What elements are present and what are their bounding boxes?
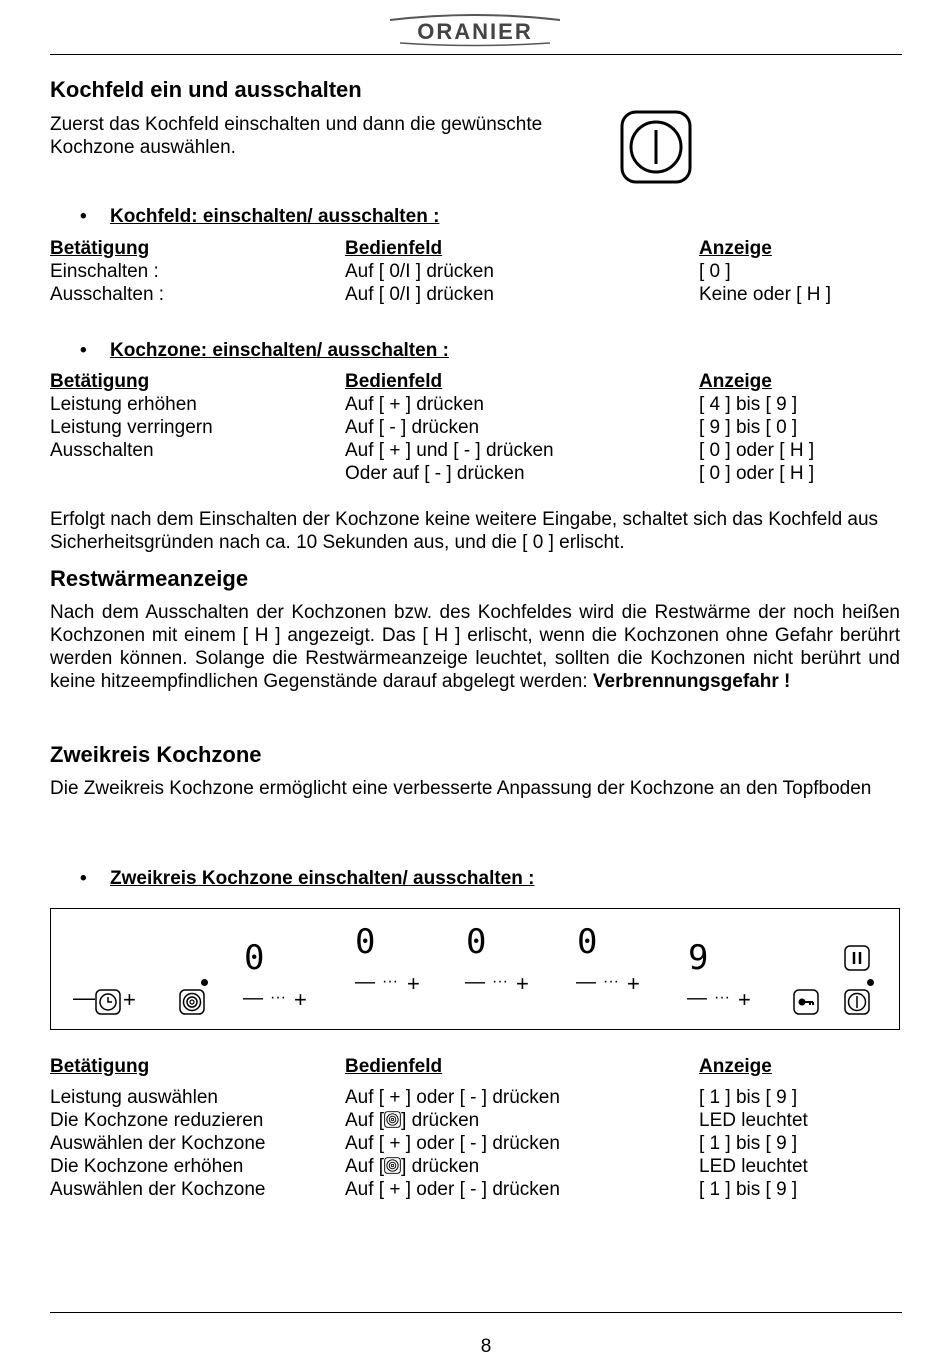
zone5-plus[interactable]: + <box>738 987 751 1012</box>
header-betaetigung: Betätigung <box>50 238 150 259</box>
cell-display: [ 1 ] bis [ 9 ] <box>699 1179 798 1200</box>
section-title-zweikreis: Zweikreis Kochzone <box>50 742 262 767</box>
panel-power-icon[interactable] <box>844 989 870 1015</box>
zone-display-4: 0 <box>577 922 598 962</box>
key-lock-icon[interactable] <box>793 989 819 1015</box>
zone1-minus[interactable]: — <box>243 987 263 1009</box>
timer-clock-icon[interactable] <box>95 989 121 1015</box>
intro-line-2: Kochzone auswählen. <box>50 137 236 158</box>
zone2-slider[interactable]: ··· <box>382 973 398 990</box>
header-bedienfeld: Bedienfeld <box>345 371 443 392</box>
zone1-slider[interactable]: ··· <box>270 989 286 1006</box>
zone2-minus[interactable]: — <box>355 971 375 993</box>
cell-control <box>345 1132 560 1155</box>
zone5-slider[interactable]: ··· <box>714 989 730 1006</box>
oranier-logo <box>380 12 570 48</box>
section-title-restwaerme: Restwärmeanzeige <box>50 566 249 591</box>
cell-control: Auf [ + ] und [ - ] drücken <box>345 440 554 461</box>
cell-action: Leistung auswählen <box>50 1087 218 1108</box>
cell-display: [ 0 ] oder [ H ] <box>699 463 815 484</box>
cell-display: Keine oder [ H ] <box>699 284 832 305</box>
header-rule <box>50 54 902 55</box>
cell-control-text: Auf [ <box>345 1156 385 1177</box>
cell-action: Die Kochzone erhöhen <box>50 1156 244 1177</box>
cell-display: [ 1 ] bis [ 9 ] <box>699 1087 798 1108</box>
brand-text: ORANIER <box>417 19 533 44</box>
zone5-minus[interactable]: — <box>687 987 707 1009</box>
control-panel <box>50 908 900 1030</box>
bullet-kochfeld-text: Kochfeld: einschalten/ ausschalten : <box>110 206 440 227</box>
cell-display: [ 0 ] oder [ H ] <box>699 440 815 461</box>
cell-control-suffix: ] drücken <box>401 1156 480 1177</box>
cell-action: Ausschalten <box>50 440 154 461</box>
header-betaetigung: Betätigung <box>50 371 150 392</box>
cell-action: Auswählen der Kochzone <box>50 1133 266 1154</box>
dual-zone-icon <box>384 1111 401 1128</box>
cell-control: Oder auf [ - ] drücken <box>345 463 525 484</box>
cell-control <box>345 1109 479 1132</box>
cell-control <box>345 1086 560 1109</box>
burn-warning: Verbrennungsgefahr ! <box>592 671 791 692</box>
cell-control: Auf [ 0/I ] drücken <box>345 261 494 282</box>
timer-plus[interactable]: + <box>123 987 136 1012</box>
zone1-plus[interactable]: + <box>294 987 307 1012</box>
zone-display-2: 0 <box>355 922 376 962</box>
cell-control-suffix: ] drücken <box>401 1110 480 1131</box>
cell-control: Auf [ + ] drücken <box>345 394 484 415</box>
zone4-plus[interactable]: + <box>627 971 640 996</box>
page-number: 8 <box>480 1336 492 1357</box>
cell-display: [ 1 ] bis [ 9 ] <box>699 1133 798 1154</box>
cell-control: Auf [ - ] drücken <box>345 417 480 438</box>
zone-display-3: 0 <box>466 922 487 962</box>
header-anzeige: Anzeige <box>699 238 772 259</box>
header-anzeige: Anzeige <box>699 1056 772 1077</box>
cell-display: [ 9 ] bis [ 0 ] <box>699 417 798 438</box>
cell-control-text: Auf [ + ] oder [ - ] drücken <box>345 1179 560 1200</box>
footer-rule <box>50 1312 902 1313</box>
zone4-minus[interactable]: — <box>576 971 596 993</box>
bullet-zweikreis <box>80 868 534 890</box>
cell-control <box>345 1155 479 1178</box>
zone3-slider[interactable]: ··· <box>492 973 508 990</box>
bullet-kochzone-text: Kochzone: einschalten/ ausschalten : <box>110 340 449 361</box>
cell-action: Auswählen der Kochzone <box>50 1179 266 1200</box>
cell-action: Leistung verringern <box>50 417 213 438</box>
cell-control-text: Auf [ + ] oder [ - ] drücken <box>345 1133 560 1154</box>
zone-display-1: 0 <box>244 938 265 978</box>
pause-icon[interactable] <box>844 945 870 971</box>
cell-action: Ausschalten : <box>50 284 165 305</box>
timer-minus[interactable]: — <box>73 985 95 1010</box>
restwaerme-body: Nach dem Ausschalten der Kochzonen bzw. des Kochfeldes wird die Restwärme der noch heißen Kochzonen mit einem [ H ] angezeigt. Das [ H ] erlischt, wenn die Kochzonen ohne Gefahr berührt werden können. Solange die Restwärmeanzeige leuchtet, sollten die Kochzonen nicht berührt und keine hitzeempfindlichen Gegenstände darauf abgelegt werden: <box>50 602 900 692</box>
header-anzeige: Anzeige <box>699 371 772 392</box>
bullet-kochfeld <box>80 206 439 228</box>
bullet-zweikreis-text: Zweikreis Kochzone einschalten/ ausschalten : <box>110 868 535 889</box>
zone-display-5: 9 <box>688 938 709 978</box>
cell-display: [ 4 ] bis [ 9 ] <box>699 394 798 415</box>
zone3-minus[interactable]: — <box>465 971 485 993</box>
power-icon <box>620 110 692 184</box>
cell-action: Leistung erhöhen <box>50 394 197 415</box>
dual-zone-icon <box>384 1157 401 1174</box>
cell-action: Einschalten : <box>50 261 159 282</box>
intro-text <box>50 113 610 159</box>
zone2-plus[interactable]: + <box>407 971 420 996</box>
section-title-kochfeld: Kochfeld ein und ausschalten <box>50 77 362 102</box>
bullet-kochzone <box>80 340 449 362</box>
header-betaetigung: Betätigung <box>50 1056 150 1077</box>
cell-action: Die Kochzone reduzieren <box>50 1110 264 1131</box>
cell-display: LED leuchtet <box>699 1110 808 1131</box>
dual-zone-led <box>201 979 208 986</box>
cell-display: LED leuchtet <box>699 1156 808 1177</box>
restwaerme-text <box>50 601 900 693</box>
dual-zone-icon[interactable] <box>179 989 205 1015</box>
zweikreis-text: Die Zweikreis Kochzone ermöglicht eine verbesserte Anpassung der Kochzone an den Topfboden <box>50 778 872 799</box>
cell-control-text: Auf [ <box>345 1110 385 1131</box>
cell-control-text: Auf [ + ] oder [ - ] drücken <box>345 1087 560 1108</box>
header-bedienfeld: Bedienfeld <box>345 1056 443 1077</box>
intro-line-1: Zuerst das Kochfeld einschalten und dann die gewünschte <box>50 114 543 135</box>
safety-note: Erfolgt nach dem Einschalten der Kochzone keine weitere Eingabe, schaltet sich das Kochfeld aus Sicherheitsgründen nach ca. 10 Sekunden aus, und die [ 0 ] erlischt. <box>50 509 879 553</box>
power-led <box>867 979 874 986</box>
cell-display: [ 0 ] <box>699 261 731 282</box>
zone3-plus[interactable]: + <box>516 971 529 996</box>
zone4-slider[interactable]: ··· <box>603 973 619 990</box>
cell-control: Auf [ 0/I ] drücken <box>345 284 494 305</box>
cell-control <box>345 1178 560 1201</box>
header-bedienfeld: Bedienfeld <box>345 238 443 259</box>
